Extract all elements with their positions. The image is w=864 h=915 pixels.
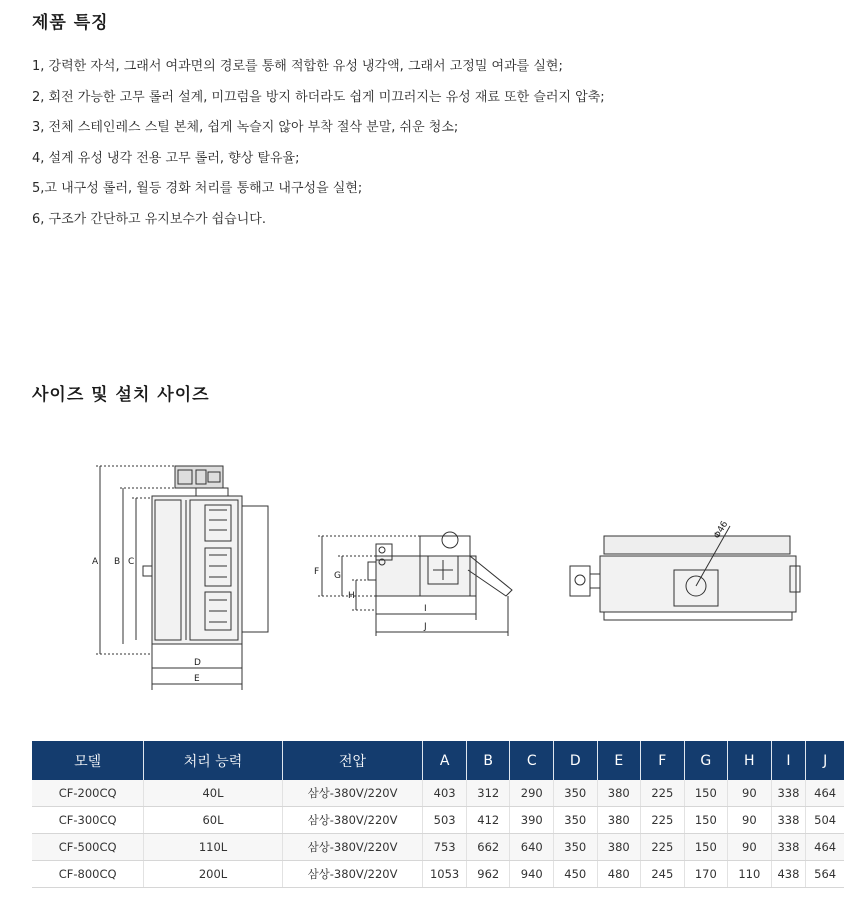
dim-label-e: E <box>194 674 200 684</box>
dim-label-h: H <box>348 591 355 601</box>
side-view-drawing <box>318 532 512 636</box>
cell-g: 150 <box>684 780 728 807</box>
cell-b: 662 <box>466 834 510 861</box>
front-view-drawing <box>96 466 268 690</box>
cell-voltage: 삼상-380V/220V <box>282 780 423 807</box>
cell-j: 564 <box>806 861 844 888</box>
feature-item: 6, 구조가 간단하고 유지보수가 쉽습니다. <box>32 211 266 227</box>
cell-h: 90 <box>728 807 772 834</box>
cell-i: 338 <box>771 807 806 834</box>
table-row <box>32 834 844 861</box>
dim-label-diameter: Φ46 <box>712 519 731 541</box>
cell-d: 450 <box>554 861 598 888</box>
cell-e: 480 <box>597 861 641 888</box>
cell-d: 350 <box>554 780 598 807</box>
cell-d: 350 <box>554 834 598 861</box>
cell-a: 1053 <box>423 861 467 888</box>
cell-voltage: 삼상-380V/220V <box>282 861 423 888</box>
cell-a: 403 <box>423 780 467 807</box>
feature-item: 4, 설계 유성 냉각 전용 고무 롤러, 향상 탈유율; <box>32 150 300 166</box>
cell-model: CF-200CQ <box>32 780 144 807</box>
feature-item: 3, 전체 스테인레스 스틸 본체, 쉽게 녹슬지 않아 부착 절삭 분말, 쉬운 청소; <box>32 120 459 135</box>
col-header-c: C <box>510 741 554 780</box>
col-header-j: J <box>806 741 844 780</box>
table-row <box>32 807 844 834</box>
cell-g: 150 <box>684 834 728 861</box>
dim-label-c: C <box>128 557 135 567</box>
cell-c: 640 <box>510 834 554 861</box>
cell-h: 110 <box>728 861 772 888</box>
top-view-drawing <box>570 526 800 620</box>
dim-label-j: J <box>424 622 427 632</box>
dim-label-g: G <box>334 571 341 581</box>
dim-label-a: A <box>92 557 99 567</box>
col-header-i: I <box>771 741 806 780</box>
table-row <box>32 780 844 807</box>
cell-a: 503 <box>423 807 467 834</box>
cell-f: 245 <box>641 861 685 888</box>
cell-i: 338 <box>771 834 806 861</box>
cell-j: 504 <box>806 807 844 834</box>
col-header-e: E <box>597 741 641 780</box>
col-header-model: 모델 <box>32 741 144 780</box>
col-header-voltage: 전압 <box>282 741 423 780</box>
cell-voltage: 삼상-380V/220V <box>282 807 423 834</box>
dim-label-i: I <box>424 604 427 614</box>
dim-label-b: B <box>114 557 121 567</box>
col-header-g: G <box>684 741 728 780</box>
col-header-f: F <box>641 741 685 780</box>
col-header-a: A <box>423 741 467 780</box>
col-header-capacity: 처리 능력 <box>144 741 282 780</box>
cell-i: 438 <box>771 861 806 888</box>
cell-b: 412 <box>466 807 510 834</box>
cell-model: CF-300CQ <box>32 807 144 834</box>
cell-d: 350 <box>554 807 598 834</box>
cell-capacity: 200L <box>144 861 282 888</box>
cell-j: 464 <box>806 780 844 807</box>
features-list <box>32 52 605 235</box>
col-header-b: B <box>466 741 510 780</box>
feature-item: 5,고 내구성 롤러, 월등 경화 처리를 통해고 내구성을 실현; <box>32 181 363 196</box>
col-header-d: D <box>554 741 598 780</box>
cell-model: CF-500CQ <box>32 834 144 861</box>
cell-capacity: 110L <box>144 834 282 861</box>
cell-capacity: 40L <box>144 780 282 807</box>
cell-g: 150 <box>684 807 728 834</box>
dim-label-d: D <box>194 658 201 668</box>
feature-item: 2, 회전 가능한 고무 롤러 설계, 미끄럼을 방지 하더라도 쉽게 미끄러지는 유성 재료 또한 슬러지 압축; <box>32 89 605 105</box>
cell-i: 338 <box>771 780 806 807</box>
cell-capacity: 60L <box>144 807 282 834</box>
cell-e: 380 <box>597 807 641 834</box>
cell-c: 290 <box>510 780 554 807</box>
cell-h: 90 <box>728 780 772 807</box>
cell-e: 380 <box>597 834 641 861</box>
table-row <box>32 861 844 888</box>
spec-table <box>32 741 844 888</box>
size-section-title: 사이즈 및 설치 사이즈 <box>32 385 210 405</box>
cell-c: 940 <box>510 861 554 888</box>
feature-item: 1, 강력한 자석, 그래서 여과면의 경로를 통해 적합한 유성 냉각액, 그래서 고정밀 여과를 실현; <box>32 59 563 74</box>
cell-g: 170 <box>684 861 728 888</box>
dim-label-f: F <box>314 567 320 577</box>
cell-c: 390 <box>510 807 554 834</box>
spec-table-header <box>32 741 844 780</box>
features-title: 제품 특징 <box>32 13 109 33</box>
cell-b: 962 <box>466 861 510 888</box>
cell-f: 225 <box>641 807 685 834</box>
col-header-h: H <box>728 741 772 780</box>
cell-e: 380 <box>597 780 641 807</box>
cell-model: CF-800CQ <box>32 861 144 888</box>
cell-f: 225 <box>641 780 685 807</box>
dimension-drawings <box>0 450 864 700</box>
cell-f: 225 <box>641 834 685 861</box>
cell-a: 753 <box>423 834 467 861</box>
cell-j: 464 <box>806 834 844 861</box>
cell-b: 312 <box>466 780 510 807</box>
cell-voltage: 삼상-380V/220V <box>282 834 423 861</box>
cell-h: 90 <box>728 834 772 861</box>
